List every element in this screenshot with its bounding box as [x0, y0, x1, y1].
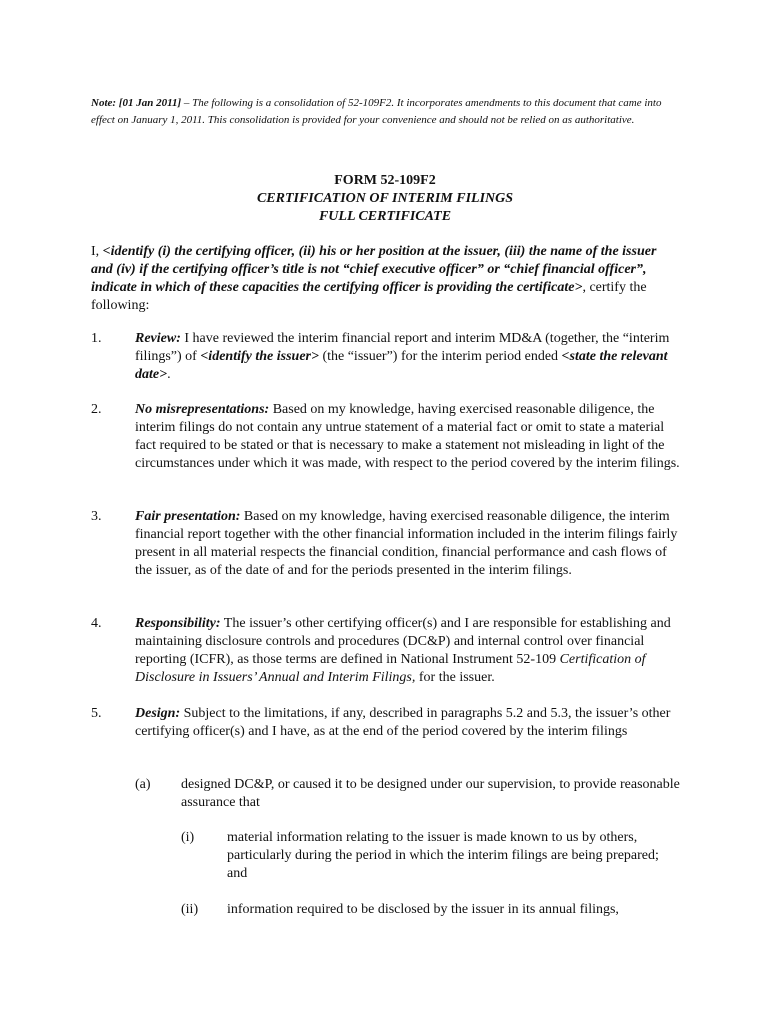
- subparagraph-label: (i): [181, 830, 195, 845]
- date-placeholder: <state the relevant date>: [135, 349, 668, 382]
- subparagraph-text: designed DC&P, or caused it to be designed under our supervision, to provide reasonable assurance that: [181, 777, 680, 810]
- item-number: 4.: [91, 616, 102, 631]
- item-title: Responsibility:: [135, 616, 221, 631]
- note-text: – The following is a consolidation of 52-109F2. It incorporates amendments to this document that came into effect on January 1, 2011. This consolidation is provided for your convenience and should not be relied on as authoritative.: [91, 97, 662, 126]
- intro-placeholder: <identify (i) the certifying officer, (ii) his or her position at the issuer, (iii) the name of the issuer and (iv) if the certifying officer’s title is not “chief executive officer” or “chief financial officer”, indicate in which of these capacities the certifying officer is providing the certificate>: [91, 244, 657, 295]
- item-text: Subject to the limitations, if any, described in paragraphs 5.2 and 5.3, the issuer’s other certifying officer(s) and I have, as at the end of the period covered by the interim filings: [135, 706, 671, 739]
- issuer-placeholder: <identify the issuer>: [200, 349, 319, 364]
- form-title: CERTIFICATION OF INTERIM FILINGS: [256, 191, 514, 206]
- intro-lead: I,: [91, 244, 103, 259]
- subparagraph-label: (ii): [181, 902, 199, 917]
- form-subtitle: FULL CERTIFICATE: [318, 209, 452, 224]
- item-title: Fair presentation:: [135, 509, 241, 524]
- intro-tail: , certify the following:: [91, 280, 647, 313]
- intro-paragraph: [91, 243, 681, 315]
- instrument-reference: Certification of Disclosure in Issuers’ Annual and Interim Filings,: [135, 652, 646, 685]
- item-text: Based on my knowledge, having exercised reasonable diligence, the interim filings do not contain any untrue statement of a material fact or omit to state a material fact required to be stated or that is necessary to make a statement not misleading in light of the circumstances under which it was made, with respect to the period covered by the interim filings.: [135, 402, 680, 471]
- item-text-part: for the issuer.: [415, 670, 495, 685]
- item-text-part: (the “issuer”) for the interim period ended: [318, 349, 562, 364]
- item-number: 2.: [91, 402, 102, 417]
- item-text: Based on my knowledge, having exercised reasonable diligence, the interim financial report together with the other financial information included in the interim filings fairly present in all material respects the financial condition, financial performance and cash flows of the issuer, as of the date of and for the periods presented in the interim filings.: [135, 509, 678, 578]
- item-title: No misrepresentations:: [135, 402, 270, 417]
- item-number: 1.: [91, 331, 102, 346]
- item-body: [135, 508, 681, 580]
- subparagraph-label: (a): [135, 777, 151, 792]
- subparagraph-text: information required to be disclosed by the issuer in its annual filings,: [227, 902, 619, 917]
- item-number: 3.: [91, 509, 102, 524]
- item-number: 5.: [91, 706, 102, 721]
- note-label: Note: [01 Jan 2011]: [91, 97, 182, 109]
- item-title: Review:: [135, 331, 181, 346]
- item-body: [135, 615, 681, 687]
- consolidation-note: [91, 95, 681, 129]
- item-text-part: The issuer’s other certifying officer(s) and I are responsible for establishing and maintaining disclosure controls and procedures (DC&P) and internal control over financial reporting (ICFR), as those terms are defined in National Instrument 52-109: [135, 616, 671, 667]
- item-body: [135, 330, 681, 384]
- form-number: FORM 52-109F2: [334, 173, 436, 188]
- item-title: Design:: [135, 706, 181, 721]
- subparagraph-text: material information relating to the issuer is made known to us by others, particularly during the period in which the interim filings are being prepared; and: [227, 830, 659, 881]
- item-body: [135, 705, 681, 741]
- item-text-part: I have reviewed the interim financial report and interim MD&A (together, the “interim filings”) of: [135, 331, 670, 364]
- item-text-part: .: [167, 367, 171, 382]
- item-body: [135, 401, 681, 473]
